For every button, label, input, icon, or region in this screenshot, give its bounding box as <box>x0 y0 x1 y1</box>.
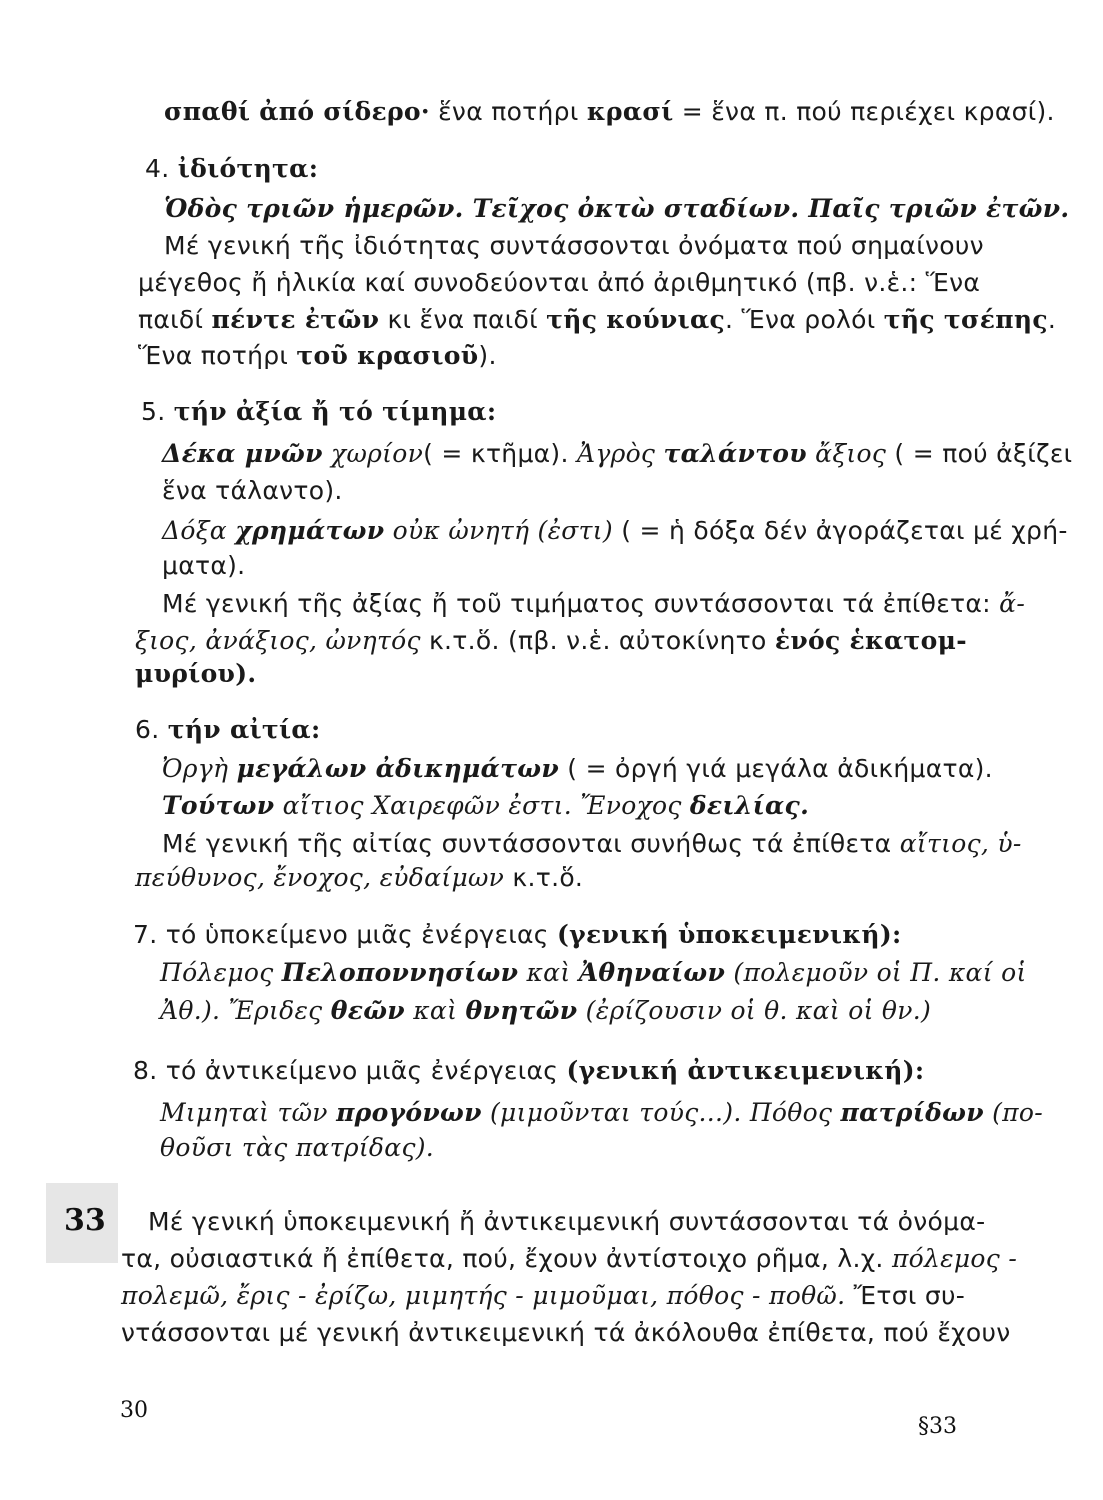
text-run: ( = πού ἀξίζει <box>886 439 1073 468</box>
italic-run: καὶ <box>518 958 579 987</box>
bold-italic-run: Ἀθηναίων <box>578 958 726 987</box>
italic-run: Ὀργὴ <box>162 754 237 783</box>
text-run: παιδί <box>138 305 212 334</box>
text-run: ματα). <box>162 551 246 580</box>
text-run: . <box>1047 305 1057 334</box>
text-line <box>160 1132 434 1164</box>
bold-italic-run: Τούτων <box>162 791 275 820</box>
text-line <box>135 658 256 690</box>
bold-italic-run: Δέκα μνῶν <box>162 439 323 468</box>
text-line <box>148 1206 985 1238</box>
text-line <box>162 753 993 785</box>
text-run: 4. <box>145 154 178 183</box>
italic-run: πόλεμος - <box>891 1244 1018 1273</box>
text-line <box>164 96 1055 128</box>
text-line <box>164 193 1069 225</box>
italic-run: (ἐρίζουσιν οἱ θ. καὶ οἱ θν.) <box>577 996 932 1025</box>
bold-run: κρασί <box>586 97 674 126</box>
bold-run: σπαθί ἀπό σίδερο· <box>164 97 430 126</box>
italic-run: Ἀθ.). Ἔριδες <box>160 996 331 1025</box>
text-line <box>162 790 809 822</box>
text-run: Μέ γενική ὑποκειμενική ἤ ἀντικειμενική συντάσσονται τά ὀνόμα- <box>148 1207 986 1236</box>
italic-run: καὶ <box>404 996 466 1025</box>
text-run: ( = ἡ δόξα δέν ἀγοράζεται μέ χρή- <box>612 516 1068 545</box>
section-number: 33 <box>64 1203 106 1238</box>
italic-run: (πο- <box>983 1098 1043 1127</box>
text-line <box>121 1243 1017 1275</box>
italic-run: θοῦσι τὰς πατρίδας). <box>160 1133 435 1162</box>
bold-run: πέντε ἐτῶν <box>211 305 380 334</box>
text-line <box>162 515 1068 547</box>
text-line <box>162 588 1025 620</box>
bold-run: τήν ἀξία ἤ τό τίμημα: <box>173 397 497 426</box>
text-line <box>135 862 583 894</box>
text-line <box>162 828 1022 860</box>
text-run: ). <box>478 341 497 370</box>
bold-run: τῆς τσέπης <box>883 305 1048 334</box>
italic-run: Δόξα <box>162 516 236 545</box>
bold-italic-run: προγόνων <box>336 1098 482 1127</box>
bold-italic-run: χρημάτων <box>235 516 385 545</box>
text-line <box>162 550 245 582</box>
italic-run: Μιμηταὶ τῶν <box>160 1098 337 1127</box>
bold-run: ἰδιότητα: <box>177 154 319 183</box>
bold-italic-run: θνητῶν <box>465 996 578 1025</box>
italic-run: αἴτιος Χαιρεφῶν ἐστι. Ἔνοχος <box>274 791 690 820</box>
text-run: Μέ γενική τῆς ἰδιότητας συντάσσονται ὀνόματα πού σημαίνουν <box>164 231 984 260</box>
bold-italic-run: μεγάλων ἀδικημάτων <box>236 754 560 783</box>
page-number: 30 <box>120 1398 148 1423</box>
text-line <box>133 1055 924 1087</box>
text-line <box>160 995 931 1027</box>
text-run: κ.τ.ὅ. (πβ. ν.ἑ. αὐτοκίνητο <box>420 626 775 655</box>
bold-italic-run: Πελοποννησίων <box>281 958 519 987</box>
italic-run: ἄξιος <box>806 439 887 468</box>
italic-run: (πολεμοῦν οἱ Π. καί οἱ <box>725 958 1027 987</box>
bold-run: τήν αἰτία: <box>167 715 321 744</box>
bold-italic-run: δειλίας. <box>689 791 810 820</box>
text-run: . Ἕνα ρολόι <box>725 305 884 334</box>
text-run: 5. <box>141 397 174 426</box>
bold-run: (γενική ἀντικειμενική): <box>566 1056 925 1085</box>
italic-run: πεύθυνος, ἔνοχος, εὐδαίμων <box>135 863 505 892</box>
italic-run: (μιμοῦνται τούς...). Πόθος <box>481 1098 841 1127</box>
bold-run: ἑνός ἑκατομ- <box>774 626 967 655</box>
italic-run: Πόλεμος <box>160 958 282 987</box>
bold-run: μυρίου). <box>135 659 257 688</box>
text-line <box>133 919 902 951</box>
bold-run: (γενική ὑποκειμενική): <box>557 920 902 949</box>
bold-run: τοῦ κρασιοῦ <box>296 341 479 370</box>
text-run: Ἕνα ποτήρι <box>138 341 297 370</box>
text-run: ντάσσονται μέ γενική ἀντικειμενική τά ἀκόλουθα ἐπίθετα, πού ἔχουν <box>121 1318 1011 1347</box>
text-line <box>138 267 980 299</box>
text-line <box>162 475 343 507</box>
text-line <box>121 1280 965 1312</box>
text-run: μέγεθος ἤ ἡλικία καί συνοδεύονται ἀπό ἀριθμητικό (πβ. ν.ἑ.: Ἕνα <box>138 268 981 297</box>
text-line <box>135 714 320 746</box>
text-run: Μέ γενική τῆς ἀξίας ἤ τοῦ τιμήματος συντάσσονται τά ἐπίθετα: <box>162 589 1000 618</box>
text-line <box>160 957 1027 989</box>
italic-run: Ἀγρὸς <box>576 439 664 468</box>
bold-run: τῆς κούνιας <box>546 305 726 334</box>
text-line <box>162 438 1072 470</box>
italic-run: χωρίον <box>322 439 424 468</box>
italic-run: οὐκ ὠνητή (ἐστι) <box>384 516 613 545</box>
text-line <box>141 396 496 428</box>
text-run: 8. τό ἀντικείμενο μιᾶς ἐνέργειας <box>133 1056 567 1085</box>
text-run: κι ἕνα παιδί <box>379 305 547 334</box>
italic-run: ἄ- <box>999 589 1026 618</box>
text-line <box>135 625 967 657</box>
text-run: ἕνα τάλαντο). <box>162 476 343 505</box>
text-run: Μέ γενική τῆς αἰτίας συντάσσονται συνήθως τά ἐπίθετα <box>162 829 900 858</box>
bold-italic-run: ταλάντου <box>663 439 807 468</box>
text-line <box>138 304 1056 336</box>
text-run: ( = ὀργή γιά μεγάλα ἀδικήματα). <box>559 754 993 783</box>
bold-italic-run: Ὁδὸς τριῶν ἡμερῶν. Τεῖχος ὀκτὼ σταδίων. Παῖς τριῶν ἐτῶν. <box>164 194 1070 223</box>
text-line <box>138 340 497 372</box>
section-marker: §33 <box>918 1414 957 1439</box>
text-run: 7. τό ὑποκείμενο μιᾶς ἐνέργειας <box>133 920 558 949</box>
text-line <box>145 153 318 185</box>
text-line <box>160 1097 1043 1129</box>
text-line <box>164 230 984 262</box>
text-run: κ.τ.ὅ. <box>504 863 584 892</box>
bold-italic-run: πατρίδων <box>840 1098 984 1127</box>
italic-run: πολεμῶ, ἔρις - ἐρίζω, μιμητής - μιμοῦμαι, πόθος - ποθῶ. <box>121 1281 846 1310</box>
italic-run: αἴτιος, ὑ- <box>899 829 1022 858</box>
bold-italic-run: θεῶν <box>330 996 405 1025</box>
text-line <box>121 1317 1011 1349</box>
text-run: ἕνα ποτήρι <box>429 97 587 126</box>
text-run: 6. <box>135 715 168 744</box>
text-run: Ἔτσι συ- <box>845 1281 966 1310</box>
text-run: τα, οὐσιαστικά ἤ ἐπίθετα, πού, ἔχουν ἀντίστοιχο ρῆμα, λ.χ. <box>121 1244 892 1273</box>
text-run: = ἕνα π. πού περιέχει κρασί). <box>673 97 1055 126</box>
text-run: ( = κτῆμα). <box>423 439 577 468</box>
italic-run: ξιος, ἀνάξιος, ὠνητός <box>135 626 421 655</box>
